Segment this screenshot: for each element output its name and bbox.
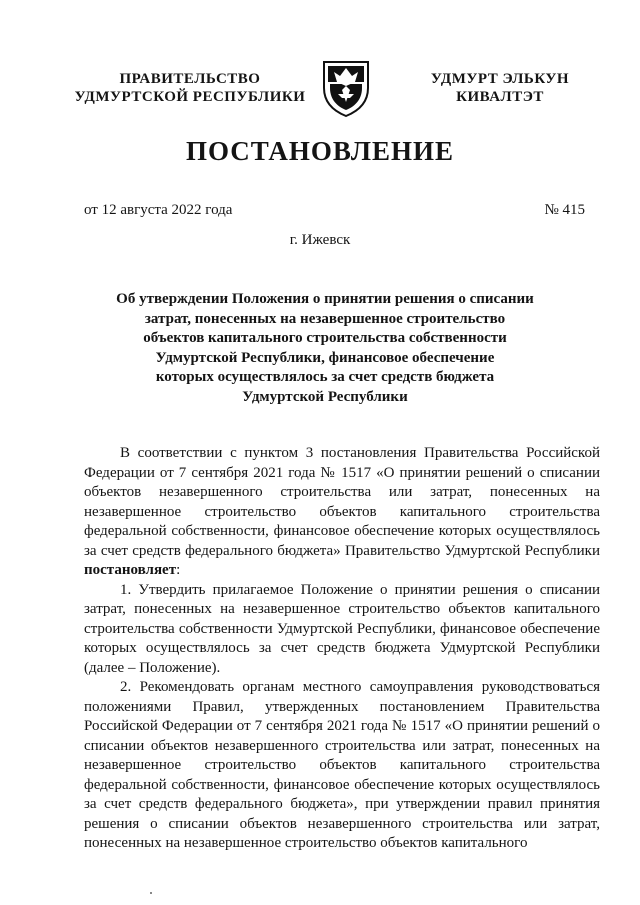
- intro-text: В соответствии с пунктом 3 постановления Правительства Российской Федерации от 7 сентября 2021 года № 1517 «О принятии решений о списании объектов незавершенного строительства или затрат, понесенных на незавершенное строительство объектов капитального строительства федеральной собственности, финансовое обеспечение которых осуществлялось за счет средств федерального бюджета» Правительство Удмуртской Республики: [84, 445, 600, 559]
- header-left: [70, 70, 310, 106]
- intro-bold-verb: постановляет: [84, 562, 177, 578]
- subject-line: Об утверждении Положения о принятии решения о списании: [116, 291, 534, 307]
- subject-line: затрат, понесенных на незавершенное строительство: [144, 310, 506, 327]
- document-subject: [110, 290, 540, 407]
- header-right: [400, 70, 600, 106]
- intro-end: :: [176, 562, 181, 578]
- header-left-line1: ПРАВИТЕЛЬСТВО: [119, 71, 261, 87]
- document-title: ПОСТАНОВЛЕНИЕ: [185, 136, 455, 166]
- header-right-line2: КИВАЛТЭТ: [456, 89, 544, 105]
- subject-line: Удмуртской Республики: [242, 388, 408, 405]
- document-city: г. Ижевск: [289, 232, 351, 248]
- subject-line: которых осуществлялось за счет средств бюджета: [155, 369, 495, 385]
- intro-paragraph: [84, 444, 600, 581]
- header-right-line1: УДМУРТ ЭЛЬКУН: [430, 71, 570, 87]
- scan-speck: [150, 892, 152, 894]
- document-number: № 415: [544, 202, 585, 218]
- document-body: [84, 444, 600, 854]
- item-1-paragraph: 1. Утвердить прилагаемое Положение о принятии решения о списании затрат, понесенных на незавершенное строительство объектов капитального строительства собственности Удмуртской Республики, финансовое обеспечение которых осуществлялось за счет средств бюджета Удмуртской Республики (далее – Положение).: [84, 581, 600, 676]
- document-date: от 12 августа 2022 года: [84, 202, 233, 218]
- header-left-line2: УДМУРТСКОЙ РЕСПУБЛИКИ: [74, 89, 306, 105]
- subject-line: Удмуртской Республики, финансовое обеспечение: [155, 349, 495, 366]
- subject-line: объектов капитального строительства собственности: [143, 330, 507, 346]
- udmurt-coat-of-arms-icon: [320, 58, 372, 118]
- item-2-paragraph: 2. Рекомендовать органам местного самоуправления руководствоваться положениями Правил, утвержденных постановлением Правительства Российской Федерации от 7 сентября 2021 года № 1517 «О принятии решений о списании объектов незавершенного строительства или затрат, понесенных на незавершенное строительство объектов капитального строительства федеральной собственности, финансовое обеспечение которых осуществлялось за счет средств федерального бюджета», при утверждении правил принятия решения о списании объектов незавершенного строительства или затрат, понесенных на незавершенное строительство объектов капитального: [84, 679, 600, 851]
